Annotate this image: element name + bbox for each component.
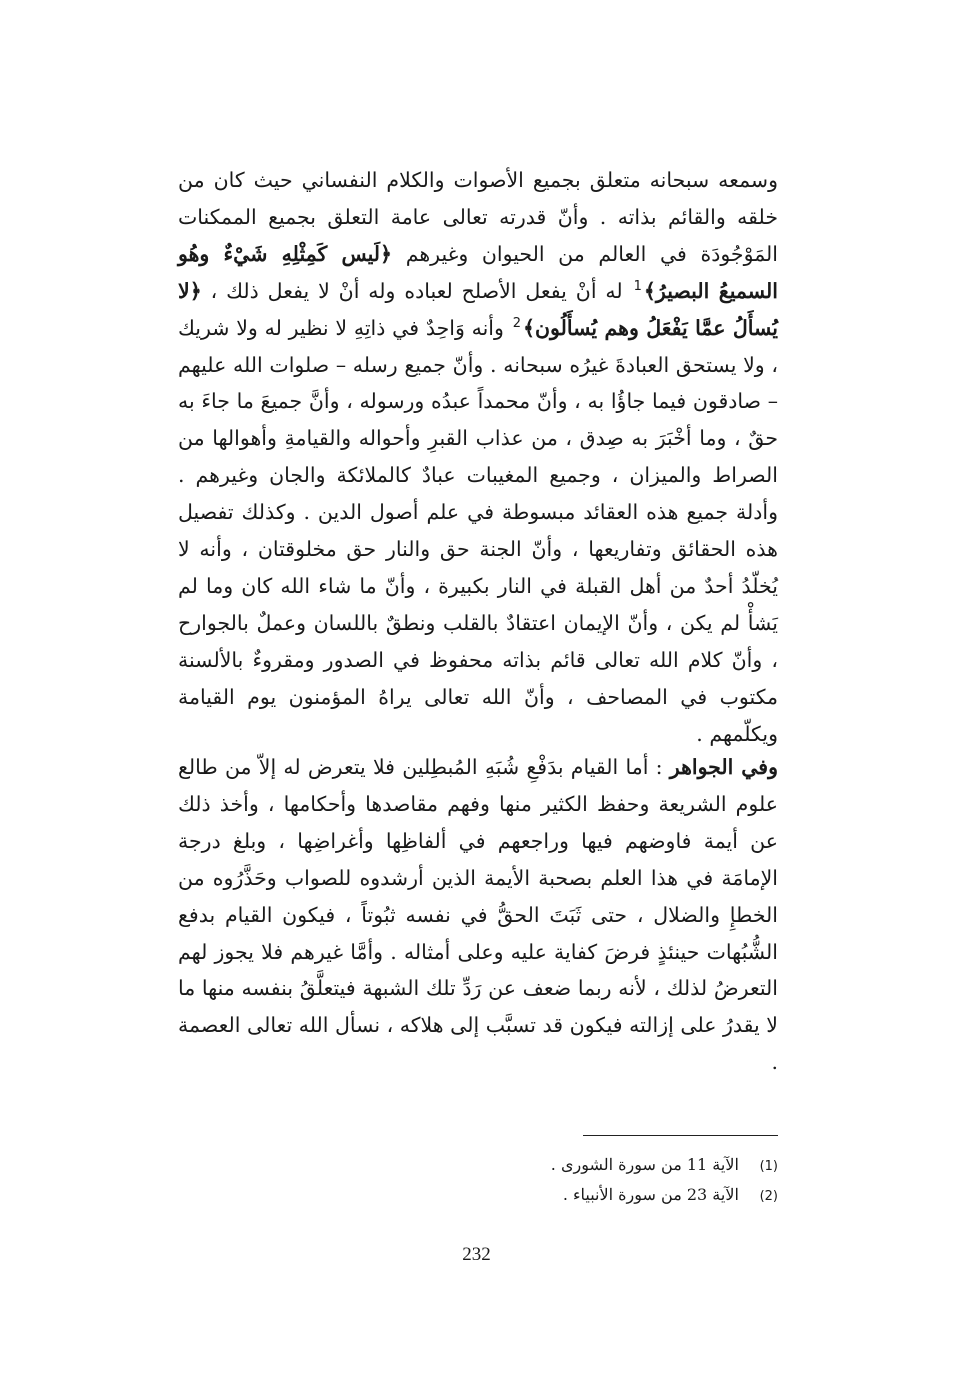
paragraph-jawahir xyxy=(178,749,778,1081)
source-title: وفي الجواهر xyxy=(669,755,778,779)
footnote-text: الآية 11 من سورة الشورى . xyxy=(550,1155,739,1174)
footnote-text: الآية 23 من سورة الأنبياء . xyxy=(562,1185,739,1204)
footnote-item xyxy=(178,1181,778,1211)
paragraph-creed xyxy=(178,162,778,753)
quran-quote: ﴿لا يُسأَلُ عمَّا يَفْعَلُ وهم يُسأَلُون﴾ xyxy=(178,278,778,340)
paragraph-text: : أما القيام بدَفْعِ شُبَهِ المُبطِلين فلا يتعرض له إلاّ من طالع علوم الشريعة وحفظ الكثير منها وفهم مقاصدها وأحكامها ، وأخذ ذلك عن أيمة فاوضهم فيها وراجعهم في ألفاظِها وأغراضِها ، وبلغ درجة الإمامَة في هذا العلم بصحبة الأيمة الذين أرشدوه للصواب وحَذَّرُوه من الخطإِ والضلال ، حتى ثَبَتَ الحقُّ في نفسه ثبُوتاً ، فيكون القيام بدفع الشُّبُهات حينئذٍ فرضَ كفاية عليه وعلى أمثاله . وأمَّا غيرهم فلا يجوز لهم التعرضُ لذلك ، لأنه ربما ضعف عن رَدِّ تلك الشبهة فيتعلَّقُ بنفسه منها ما لا يقدرُ على إزالته فيكون قد تسبَّب إلى هلاكه ، نسأل الله تعالى العصمة . xyxy=(178,755,778,1075)
footnote-divider xyxy=(583,1135,778,1136)
page-number: 232 xyxy=(462,1244,491,1265)
paragraph-text: له أنْ يفعل الأصلح لعباده وله أنْ لا يفعل ذلك ، xyxy=(210,278,623,303)
footnote-marker: 2 xyxy=(512,315,521,331)
footnote-number: (2) xyxy=(759,1189,778,1204)
footnote-marker: 1 xyxy=(633,278,642,294)
footnote-item xyxy=(178,1151,778,1181)
paragraph-text: وسمعه سبحانه متعلق بجميع الأصوات والكلام النفساني حيث كان من خلقه والقائم بذاته . وأنّ قدرته تعالى عامة التعلق بجميع الممكنات المَوْجُودَة في العالم من الحيوان وغيرهم xyxy=(178,168,778,266)
paragraph-text: وأنه وَاحِدٌ في ذاتِهِ لا نظير له ولا شريك ، ولا يستحق العبادةَ غيرُه سبحانه . وأنّ جميع رسله – صلوات الله عليهم – صادقون فيما جاؤُا به ، وأنّ محمداً عبدُه ورسوله ، وأنَّ جميعَ ما جاءَ به حقٌ ، وما أخْبَرَ به صِدق ، من عذاب القبرِ وأحواله والقيامةِ وأهوالها من الصراط والميزان ، وجميع المغيبات عبادٌ كالملائكة والجان وغيرهم . وأدلة جميع هذه العقائد مبسوطة في علم أصول الدين . وكذلك تفصيل هذه الحقائق وتفاريعها ، وأنّ الجنة حق والنار حق مخلوقتان ، وأنه لا يُخلّدُ أحدٌ من أهل القبلة في النار بكبيرة ، وأنّ ما شاء الله كان وما لم يَشأْ لم يكن ، وأنّ الإيمان اعتقادٌ بالقلب ونطقٌ باللسان وعملٌ بالجوارح ، وأنّ كلام الله تعالى قائم بذاته محفوظ في الصدور ومقروءٌ بالألسنة مكتوب في المصاحف ، وأنّ الله تعالى يراهُ المؤمنون يوم القيامة ويكلّمهم . xyxy=(178,315,778,746)
footnote-number: (1) xyxy=(759,1159,778,1174)
quran-quote: ﴿لَيس كَمِثْلِهِ شَيْءٌ وهُو السميعُ البصيرُ﴾ xyxy=(178,241,778,303)
footnotes xyxy=(178,1151,778,1211)
